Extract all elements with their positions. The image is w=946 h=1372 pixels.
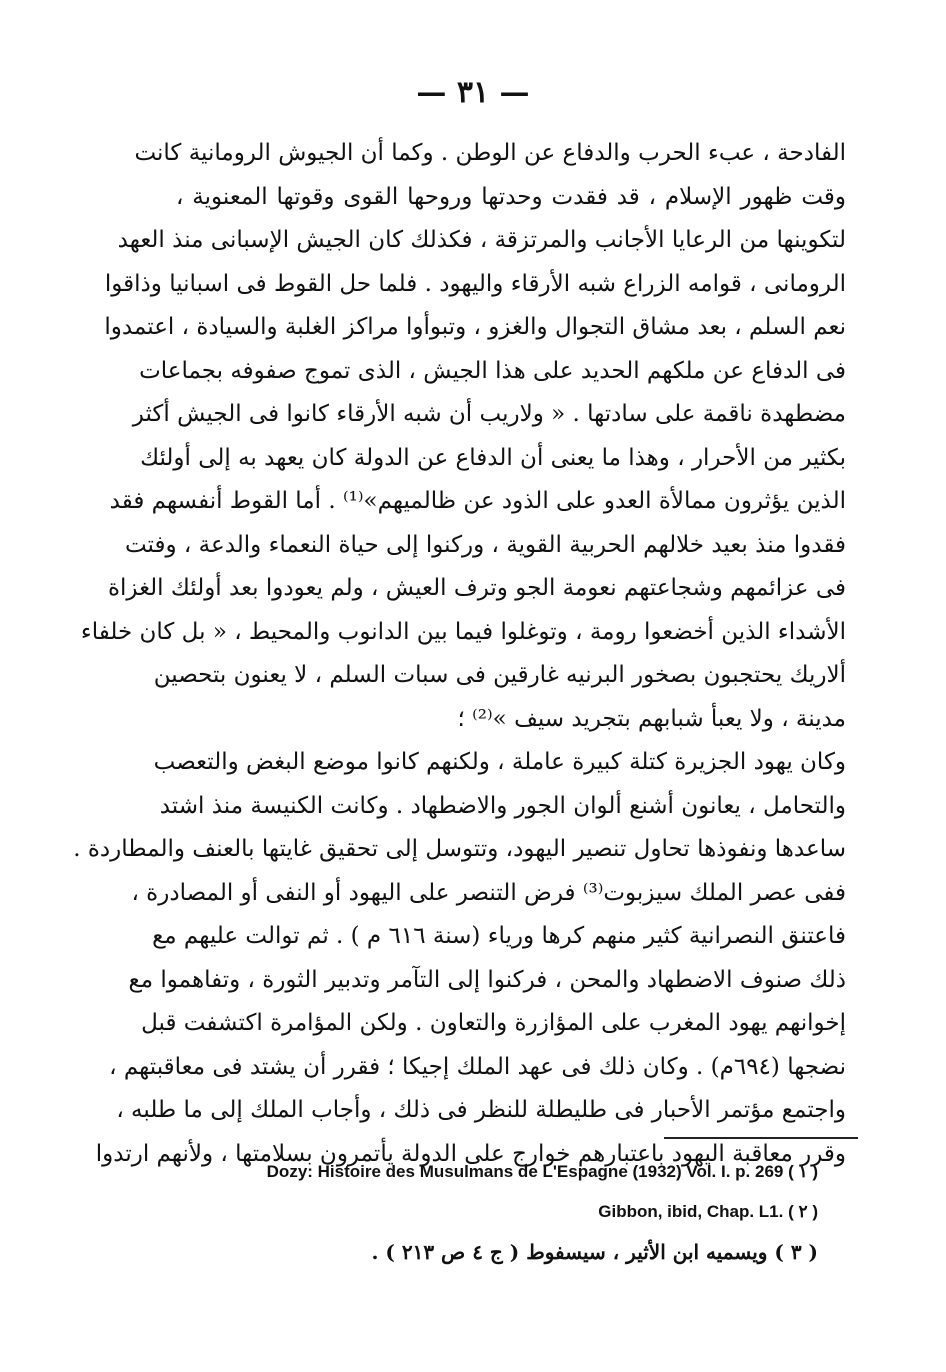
- text-line: فى الدفاع عن ملكهم الحديد على هذا الجيش ، الذى تموج صفوفه بجماعات: [139, 357, 846, 384]
- text-line: الفادحة ، عبء الحرب والدفاع عن الوطن . وكما أن الجيوش الرومانية كانت: [134, 140, 846, 166]
- text-line: ذلك صنوف الاضطهاد والمحن ، فركنوا إلى التآمر وتدبير الثورة ، وتفاهموا مع: [128, 966, 846, 993]
- text-line: واجتمع مؤتمر الأحبار فى طليطلة للنظر فى ذلك ، وأجاب الملك إلى ما طلبه ،: [116, 1097, 846, 1123]
- text-line: الذين يؤثرون ممالأة العدو على الذود عن ظالميهم»⁽¹⁾ . أما القوط أنفسهم فقد: [109, 488, 846, 514]
- text-line: نعم السلم ، بعد مشاق التجوال والغزو ، وتبوأوا مراكز الغلبة والسيادة ، اعتمدوا: [104, 314, 846, 340]
- footnote-divider: [664, 1137, 858, 1139]
- footnote-3: ( ٣ ) ويسميه ابن الأثير ، سيسفوط ( ج ٤ ص ٢١٣ ) .: [371, 1240, 818, 1264]
- text-line: ساعدها ونفوذها تحاول تنصير اليهود، وتتوسل إلى تحقيق غايتها بالعنف والمطاردة .: [73, 836, 846, 862]
- text-line: وقت ظهور الإسلام ، قد فقدت وحدتها وروحها القوى وقوتها المعنوية ،: [176, 183, 846, 210]
- footnote-1: Dozy: Histoire des Musulmans de L'Espagne (1932) Vol. I. p. 269 ( ١ ): [266, 1162, 818, 1181]
- text-line: بكثير من الأحرار ، وهذا ما يعنى أن الدفاع عن الدولة كان يعهد به إلى أولئك: [140, 444, 846, 471]
- text-line: والتحامل ، يعانون أشنع ألوان الجور والاضطهاد . وكانت الكنيسة منذ اشتد: [159, 792, 846, 819]
- text-line: وكان يهود الجزيرة كتلة كبيرة عاملة ، ولكنهم كانوا موضع البغض والتعصب: [153, 749, 846, 775]
- text-line: مضطهدة ناقمة على سادتها . « ولاريب أن شبه الأرقاء كانوا فى الجيش أكثر: [132, 401, 846, 427]
- text-line: ففى عصر الملك سيزبوت⁽³⁾ فرض التنصر على اليهود أو النفى أو المصادرة ،: [131, 879, 846, 906]
- text-line: وقرر معاقبة اليهود باعتبارهم خوارج على الدولة يأتمرون بسلامتها ، ولأنهم ارتدوا: [95, 1140, 846, 1167]
- body-text: [73, 132, 846, 1176]
- text-line: لتكوينها من الرعايا الأجانب والمرتزقة ، فكذلك كان الجيش الإسبانى منذ العهد: [117, 227, 846, 253]
- footnote-2: Gibbon, ibid, Chap. L1. ( ٢ ): [598, 1202, 818, 1221]
- text-line: فاعتنق النصرانية كثير منهم كرها ورياء (سنة ٦١٦ م ) . ثم توالت عليهم مع: [152, 923, 846, 949]
- page-number: — ٣١ —: [416, 75, 530, 110]
- text-line: إخوانهم يهود المغرب على المؤازرة والتعاون . ولكن المؤامرة اكتشفت قبل: [141, 1010, 846, 1036]
- text-line: الأشداء الذين أخضعوا رومة ، وتوغلوا فيما بين الدانوب والمحيط ، « بل كان خلفاء: [80, 618, 846, 645]
- footnotes: [170, 1152, 818, 1272]
- text-line: فى عزائمهم وشجاعتهم نعومة الجو وترف العيش ، ولم يعودوا بعد أولئك الغزاة: [107, 575, 846, 601]
- text-line: مدينة ، ولا يعبأ شبابهم بتجريد سيف »⁽²⁾ ؛: [457, 705, 846, 732]
- text-line: فقدوا منذ بعيد خلالهم الحربية القوية ، وركنوا إلى حياة النعماء والدعة ، وفتت: [124, 531, 846, 558]
- paragraph-2: [73, 741, 846, 1176]
- text-line: الرومانى ، قوامه الزراع شبه الأرقاء واليهود . فلما حل القوط فى اسبانيا وذاقوا: [104, 270, 846, 297]
- text-line: ألاريك يحتجبون بصخور البرنيه غارقين فى سبات السلم ، لا يعنون بتحصين: [153, 662, 846, 688]
- paragraph-1: [80, 132, 846, 741]
- text-line: نضجها (٦٩٤م) . وكان ذلك فى عهد الملك إجيكا ؛ فقرر أن يشتد فى معاقبتهم ،: [109, 1053, 846, 1080]
